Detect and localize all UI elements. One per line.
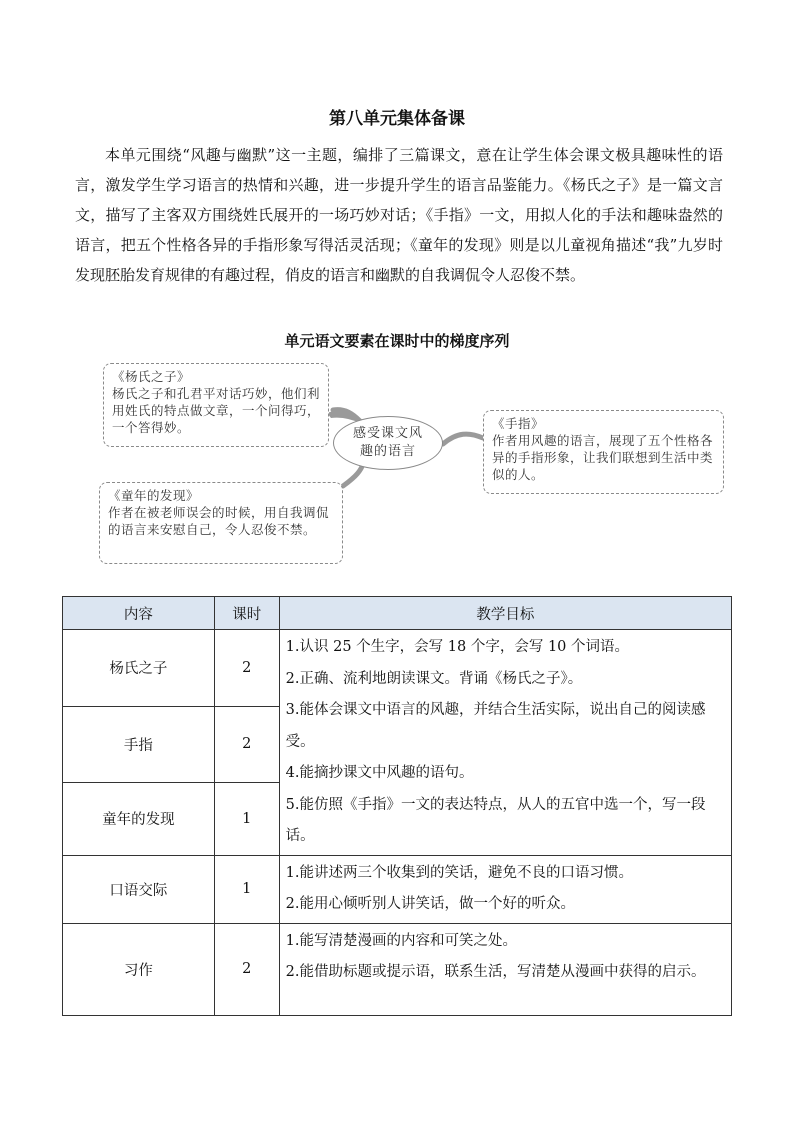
table-header-row	[63, 597, 732, 630]
mind-map	[95, 358, 735, 568]
section-subtitle: 单元语文要素在课时中的梯度序列	[284, 332, 510, 350]
row-hours: 2	[214, 630, 279, 707]
row-hours: 2	[214, 923, 279, 1015]
goal-line: 5.能仿照《手指》一文的表达特点，从人的五官中选一个，写一段话。	[285, 796, 706, 844]
bubble-shouzhi	[483, 410, 724, 494]
goals-cell-writing	[279, 923, 731, 1015]
goal-line: 3.能体会课文中语言的风趣，并结合生活实际，说出自己的阅读感受。	[285, 702, 706, 750]
row-hours: 1	[214, 782, 279, 855]
bubble-yangshi	[103, 363, 329, 447]
table-row	[63, 630, 732, 707]
connector-bottom-left	[343, 464, 363, 486]
bubble-yangshi-text: 杨氏之子和孔君平对话巧妙，他们利用姓氏的特点做文章，一个问得巧，一个答得妙。	[112, 386, 321, 435]
bubble-tongnian-text: 作者在被老师误会的时候，用自我调侃的语言来安慰自己，令人忍俊不禁。	[108, 505, 330, 537]
mind-map-center: 感受课文风趣的语言	[333, 416, 443, 470]
intro-paragraph: 本单元围绕“风趣与幽默”这一主题，编排了三篇课文，意在让学生体会课文极具趣味性的语言，激发学生学习语言的热情和兴趣，进一步提升学生的语言品鉴能力。《杨氏之子》是一篇文言文，描写了主客双方围绕姓氏展开的一场巧妙对话；《手指》一文，用拟人化的手法和趣味盎然的语言，把五个性格各异的手指形象写得活灵活现；《童年的发现》则是以儿童视角描述“我”九岁时发现胚胎发育规律的有趣过程，俏皮的语言和幽默的自我调侃令人忍俊不禁。	[75, 146, 723, 284]
goal-line: 2.能借助标题或提示语，联系生活，写清楚从漫画中获得的启示。	[285, 964, 706, 980]
row-hours: 1	[214, 855, 279, 923]
row-hours: 2	[214, 706, 279, 782]
header-hours: 课时	[214, 597, 279, 630]
goal-line: 2.能用心倾听别人讲笑话，做一个好的听众。	[285, 896, 576, 912]
header-content: 内容	[63, 597, 215, 630]
bubble-yangshi-title: 《杨氏之子》	[112, 369, 191, 384]
bubble-shouzhi-title: 《手指》	[492, 416, 545, 431]
goal-line: 4.能摘抄课文中风趣的语句。	[285, 765, 474, 781]
bubble-shouzhi-text: 作者用风趣的语言，展现了五个性格各异的手指形象，让我们联想到生活中类似的人。	[492, 433, 714, 482]
goal-line: 1.能讲述两三个收集到的笑话，避免不良的口语习惯。	[285, 864, 634, 881]
teaching-goals-table	[62, 596, 732, 1016]
row-content: 手指	[63, 706, 215, 782]
row-content: 习作	[63, 923, 215, 1015]
header-goals: 教学目标	[279, 597, 731, 630]
bubble-tongnian	[99, 482, 343, 564]
table-row	[63, 923, 732, 1015]
bubble-tongnian-title: 《童年的发现》	[108, 488, 200, 503]
connector-right	[443, 434, 483, 444]
goal-line: 1.能写清楚漫画的内容和可笑之处。	[285, 932, 518, 949]
goal-line: 1.认识 25 个生字，会写 18 个字，会写 10 个词语。	[285, 639, 630, 655]
goal-line: 2.正确、流利地朗读课文。背诵《杨氏之子》。	[285, 670, 583, 687]
goals-cell-lessons	[279, 630, 731, 856]
page-title: 第八单元集体备课	[329, 109, 465, 129]
row-content: 童年的发现	[63, 782, 215, 855]
row-content: 口语交际	[63, 855, 215, 923]
table-row	[63, 855, 732, 923]
goals-cell-oral	[279, 855, 731, 923]
row-content: 杨氏之子	[63, 630, 215, 707]
